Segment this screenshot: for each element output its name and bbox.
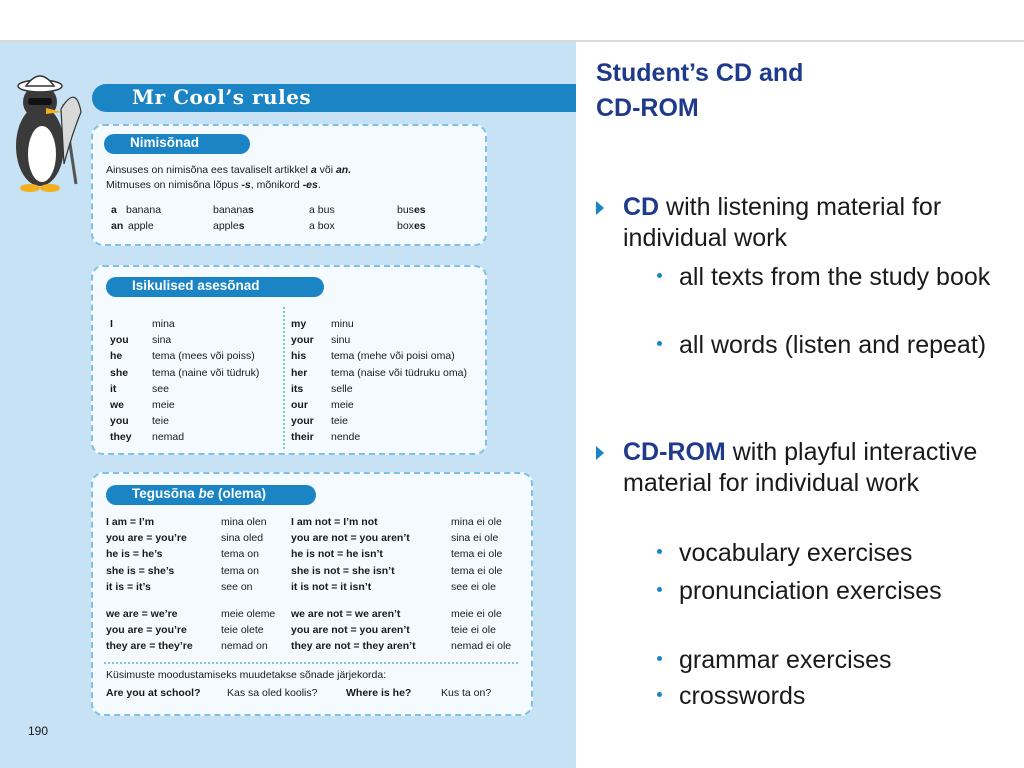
pronoun-english: they bbox=[110, 431, 132, 444]
noun-article: a bbox=[111, 204, 117, 216]
possessive-estonian: meie bbox=[331, 399, 354, 411]
noun-word: banana bbox=[126, 204, 162, 216]
bullet-cd-bold: CD bbox=[623, 193, 660, 221]
sub-bullet-cdrom-4: crosswords bbox=[679, 682, 806, 710]
verb-negative-translation: nemad ei ole bbox=[451, 640, 512, 653]
textbook-page bbox=[0, 42, 576, 768]
bullet-arrow-icon bbox=[596, 446, 604, 460]
verb-be-heading bbox=[106, 485, 316, 505]
pronoun-estonian: tema (naine või tüdruk) bbox=[152, 366, 260, 379]
sub-bullet-icon bbox=[657, 692, 662, 697]
verb-negative: you are not = you aren’t bbox=[291, 624, 410, 637]
rule2-s: -s bbox=[241, 179, 251, 191]
verb-positive-translation: mina olen bbox=[221, 516, 267, 528]
possessive-estonian: minu bbox=[331, 318, 354, 330]
rule1-mid: või bbox=[316, 164, 336, 176]
noun-row-1 bbox=[111, 204, 117, 216]
question-note: Küsimuste moodustamiseks muudetakse sõnade järjekorda: bbox=[106, 669, 387, 681]
sub-bullet-icon bbox=[657, 656, 662, 661]
possessive-english: our bbox=[291, 399, 308, 411]
sub-bullet-icon bbox=[657, 549, 662, 554]
pronoun-estonian: tema (mees või poiss) bbox=[152, 350, 255, 363]
pronoun-estonian: see bbox=[152, 382, 169, 395]
plural-ending-2: es bbox=[413, 204, 426, 216]
sub-bullet-icon bbox=[657, 273, 662, 278]
bullet-cdrom bbox=[623, 437, 1013, 499]
possessive-english: my bbox=[291, 318, 307, 330]
rules-banner bbox=[92, 84, 576, 112]
verb-positive: you are = you’re bbox=[106, 624, 187, 637]
verb-positive: you are = you’re bbox=[106, 532, 187, 545]
nouns-heading bbox=[104, 134, 250, 154]
bullet-cdrom-text: with playful interactive material for individual work bbox=[623, 438, 978, 497]
verb-positive-translation: tema on bbox=[221, 564, 259, 577]
banner-title: Mr Cool’s rules bbox=[132, 85, 312, 109]
plural-stem-2: bus bbox=[397, 204, 414, 216]
bullet-cdrom-bold: CD-ROM bbox=[623, 438, 726, 466]
pronoun-estonian: mina bbox=[152, 318, 175, 330]
rule1-a: a bbox=[310, 164, 317, 176]
plural-ending-2: es bbox=[413, 220, 426, 232]
verb-positive: he is = he’s bbox=[106, 548, 163, 561]
verb-positive: they are = they’re bbox=[106, 640, 193, 653]
noun-article-2: a bbox=[309, 204, 315, 216]
question-1: Are you at school? bbox=[106, 687, 201, 699]
verb-negative: I am not = I’m not bbox=[291, 516, 378, 528]
verb-negative: you are not = you aren’t bbox=[291, 532, 410, 545]
verb-negative-translation: mina ei ole bbox=[451, 516, 502, 528]
verb-negative: she is not = she isn’t bbox=[291, 564, 395, 577]
slide-title bbox=[596, 56, 803, 125]
verb-heading-be: be bbox=[198, 486, 215, 501]
possessive-english: your bbox=[291, 415, 314, 428]
slide-title-line-2: CD-ROM bbox=[596, 93, 699, 122]
verb-negative-translation: sina ei ole bbox=[451, 532, 499, 545]
possessive-english: their bbox=[291, 431, 314, 444]
plural-stem: banana bbox=[213, 204, 249, 216]
verb-negative: he is not = he isn’t bbox=[291, 548, 383, 561]
verb-negative-translation: tema ei ole bbox=[451, 564, 503, 577]
nouns-heading-text: Nimisõnad bbox=[130, 135, 200, 150]
noun-plural bbox=[213, 204, 254, 216]
pronouns-divider bbox=[283, 307, 285, 449]
sub-bullet-icon bbox=[657, 341, 662, 346]
penguin-mascot-icon bbox=[6, 64, 86, 199]
pronoun-english: she bbox=[110, 366, 129, 379]
pronoun-estonian: nemad bbox=[152, 431, 185, 444]
verb-positive: she is = she’s bbox=[106, 564, 175, 577]
verb-heading-post: (olema) bbox=[214, 486, 267, 501]
bullet-cd bbox=[623, 192, 1013, 254]
nouns-rule-1 bbox=[106, 164, 351, 176]
slide-title-line-1: Student’s CD and bbox=[596, 59, 804, 87]
possessive-estonian: tema (mehe või poisi oma) bbox=[331, 350, 455, 363]
pronoun-english: you bbox=[110, 415, 129, 428]
plural-ending: s bbox=[238, 220, 245, 232]
verb-negative: they are not = they aren’t bbox=[291, 640, 416, 653]
sub-bullet-icon bbox=[657, 587, 662, 592]
sub-bullet-cdrom-2: pronunciation exercises bbox=[679, 577, 942, 605]
noun-plural-2 bbox=[397, 204, 426, 216]
possessive-estonian: sinu bbox=[331, 334, 351, 347]
possessive-english: its bbox=[291, 382, 304, 395]
noun-article: an bbox=[111, 220, 124, 232]
verb-negative-translation: see ei ole bbox=[451, 580, 496, 593]
verb-positive-translation: see on bbox=[221, 580, 253, 593]
possessive-english: your bbox=[291, 334, 314, 347]
possessive-estonian: teie bbox=[331, 415, 348, 428]
verb-positive-translation: sina oled bbox=[221, 532, 264, 545]
possessive-estonian: selle bbox=[331, 382, 353, 395]
possessive-english: his bbox=[291, 350, 307, 363]
pronoun-estonian: teie bbox=[152, 415, 169, 428]
plural-stem: apple bbox=[213, 220, 239, 232]
sub-bullet-cd-1: all texts from the study book bbox=[679, 263, 991, 291]
noun-word: apple bbox=[128, 220, 154, 232]
pronouns-heading-text: Isikulised asesõnad bbox=[132, 278, 260, 293]
rule2-text: Mitmuses on nimisõna lõpus bbox=[106, 179, 242, 191]
noun-plural-2 bbox=[397, 220, 426, 232]
verb-negative-translation: meie ei ole bbox=[451, 608, 502, 620]
question-2: Where is he? bbox=[346, 687, 412, 699]
plural-stem-2: box bbox=[397, 220, 414, 232]
verb-negative-translation: tema ei ole bbox=[451, 548, 503, 561]
pronoun-estonian: meie bbox=[152, 399, 175, 411]
verb-divider bbox=[104, 662, 518, 664]
noun-row-2 bbox=[111, 220, 123, 232]
possessive-estonian: nende bbox=[331, 431, 361, 444]
question-1-translation: Kas sa oled koolis? bbox=[227, 687, 318, 699]
pronoun-english: we bbox=[110, 399, 125, 411]
noun-word-2 bbox=[309, 220, 335, 232]
sub-bullet-cdrom-3: grammar exercises bbox=[679, 646, 892, 674]
noun-word-2 bbox=[309, 204, 335, 216]
pronoun-english: I bbox=[110, 318, 113, 330]
rule2-end: . bbox=[317, 179, 321, 191]
nouns-rule-2 bbox=[106, 179, 321, 191]
rule2-mid: , mõnikord bbox=[250, 179, 303, 191]
sub-bullet-cd-2: all words (listen and repeat) bbox=[679, 331, 987, 359]
verb-heading-pre: Tegusõna bbox=[132, 486, 199, 501]
question-2-translation: Kus ta on? bbox=[441, 687, 492, 699]
pronoun-english: you bbox=[110, 334, 129, 347]
pronoun-english: it bbox=[110, 382, 117, 395]
rule1-an: an. bbox=[335, 164, 352, 176]
verb-positive: it is = it’s bbox=[106, 580, 151, 593]
pronouns-heading bbox=[106, 277, 324, 297]
bullet-cd-text: with listening material for individual work bbox=[623, 193, 942, 252]
verb-negative: it is not = it isn’t bbox=[291, 580, 372, 593]
verb-positive-translation: teie olete bbox=[221, 624, 264, 637]
noun-plural bbox=[213, 220, 245, 232]
sub-bullet-cdrom-1: vocabulary exercises bbox=[679, 539, 913, 567]
rule1-text: Ainsuses on nimisõna ees tavaliselt artikkel bbox=[106, 164, 311, 176]
pronoun-english: he bbox=[110, 350, 123, 363]
page-number: 190 bbox=[28, 724, 49, 738]
verb-negative: we are not = we aren’t bbox=[291, 608, 401, 620]
possessive-estonian: tema (naise või tüdruku oma) bbox=[331, 366, 467, 379]
verb-positive: I am = I’m bbox=[106, 516, 155, 528]
verb-positive-translation: nemad on bbox=[221, 640, 268, 653]
verb-positive-translation: meie oleme bbox=[221, 608, 276, 620]
pronoun-estonian: sina bbox=[152, 334, 172, 347]
verb-negative-translation: teie ei ole bbox=[451, 624, 496, 637]
noun-word-2-text: bus bbox=[317, 204, 335, 216]
verb-positive-translation: tema on bbox=[221, 548, 259, 561]
possessive-english: her bbox=[291, 366, 308, 379]
verb-positive: we are = we’re bbox=[106, 608, 178, 620]
noun-word-2-text: box bbox=[317, 220, 335, 232]
noun-article-2: a bbox=[309, 220, 315, 232]
plural-ending: s bbox=[248, 204, 254, 216]
bullet-arrow-icon bbox=[596, 201, 604, 215]
rule2-es: -es bbox=[302, 179, 318, 191]
